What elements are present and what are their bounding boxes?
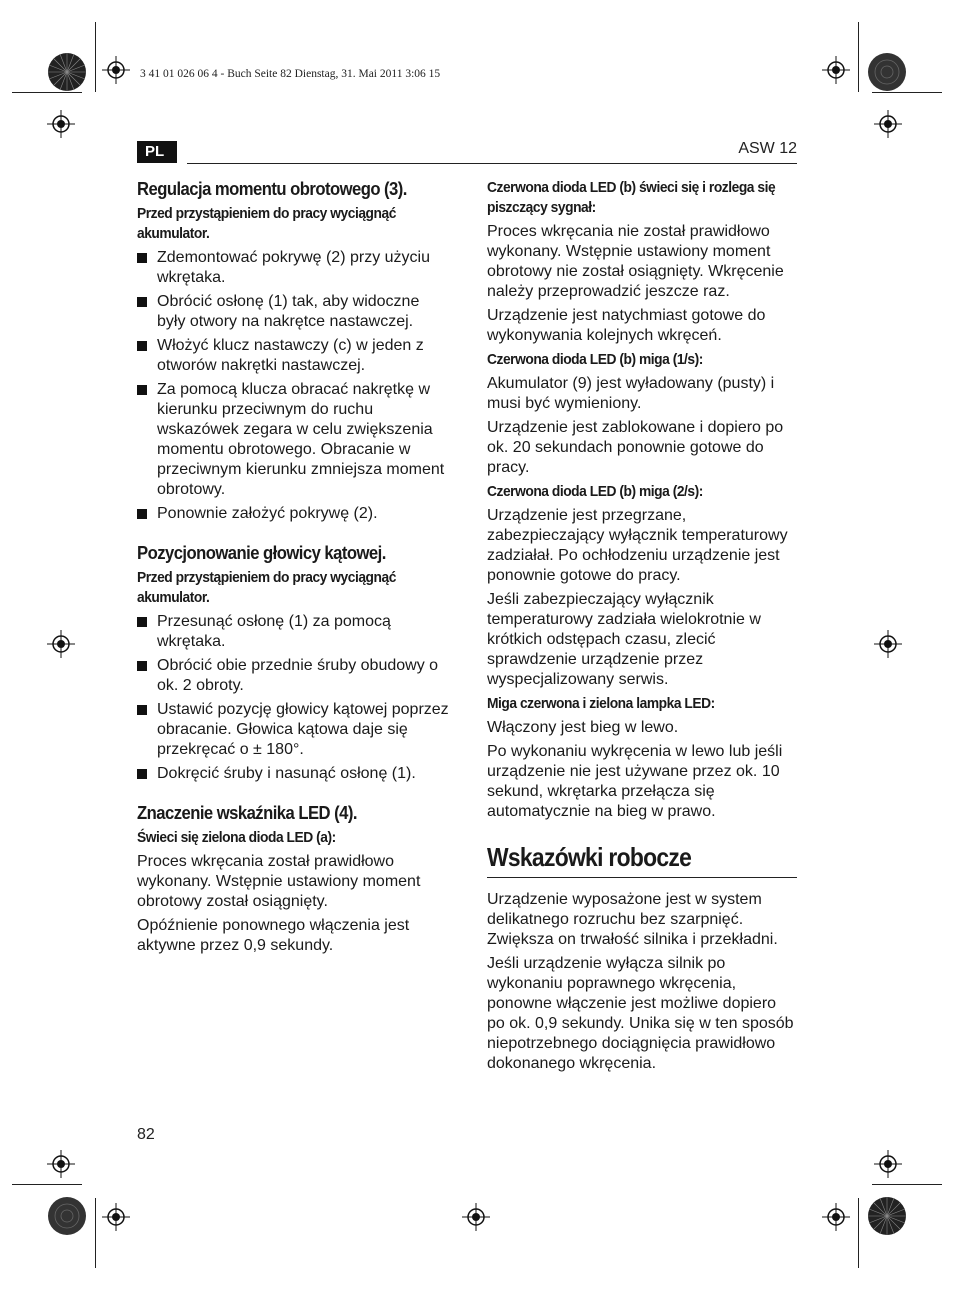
registration-mark-icon (47, 110, 75, 138)
paragraph: Po wykonaniu wykręcenia w lewo lub jeśli urządzenie nie jest używane przez ok. 10 sekund, wkrętarka przełącza się automatycznie na bieg w prawo. (487, 743, 783, 820)
paragraph: Proces wkręcania został prawidłowo wykonany. Wstępnie ustawiony moment obrotowy został osiągnięty. (137, 853, 421, 910)
paragraph: Akumulator (9) jest wyładowany (pusty) i musi być wymieniony. (487, 375, 775, 412)
section-note: Przed przystąpieniem do pracy wyciągnąć akumulator. (137, 569, 396, 606)
list-item (137, 700, 449, 760)
subsection-title: Miga czerwona i zielona lampka LED: (487, 695, 715, 712)
right-column (487, 178, 797, 1078)
chapter-title: Wskazówki robocze (487, 842, 692, 872)
registration-mark-icon (47, 1150, 75, 1178)
registration-mark-icon (102, 1203, 130, 1231)
paragraph: Włączony jest bieg w lewo. (487, 719, 679, 736)
registration-mark-icon (47, 630, 75, 658)
color-rosette-icon (47, 1196, 87, 1236)
list-item-text: Przesunąć osłonę (1) za pomocą wkrętaka. (157, 613, 391, 650)
registration-mark-icon (102, 56, 130, 84)
paragraph: Opóźnienie ponownego włączenia jest aktywne przez 0,9 sekundy. (137, 917, 410, 954)
bullet-square-icon (137, 385, 147, 395)
list-item (137, 764, 449, 784)
list-item-text: Ustawić pozycję głowicy kątowej poprzez obracanie. Głowica kątowa daje się przekręcać o ± 180°. (157, 701, 449, 758)
section-title: Znaczenie wskaźnika LED (4). (137, 802, 357, 823)
list-item-text: Obrócić osłonę (1) tak, aby widoczne były otwory na nakrętce nastawczej. (157, 293, 420, 330)
subsection-title: Czerwona dioda LED (b) świeci się i rozlega się piszczący sygnał: (487, 179, 776, 216)
chapter-rule (487, 877, 797, 878)
trim-line (872, 1184, 942, 1185)
language-badge: PL (137, 141, 177, 163)
bullet-square-icon (137, 509, 147, 519)
trim-line (12, 92, 82, 93)
list-item (137, 292, 449, 332)
trim-line (95, 22, 96, 92)
paragraph: Urządzenie jest natychmiast gotowe do wykonywania kolejnych wkręceń. (487, 307, 766, 344)
header-rule (187, 163, 797, 164)
registration-mark-icon (822, 1203, 850, 1231)
subsection-title: Czerwona dioda LED (b) miga (2/s): (487, 483, 703, 500)
trim-line (872, 92, 942, 93)
registration-mark-icon (874, 1150, 902, 1178)
bullet-square-icon (137, 617, 147, 627)
bullet-square-icon (137, 341, 147, 351)
list-item (137, 336, 449, 376)
color-rosette-icon (867, 1196, 907, 1236)
list-item-text: Za pomocą klucza obracać nakrętkę w kierunku przeciwnym do ruchu wskazówek zegara w celu zwiększenia momentu obrotowego. Obracanie w przeciwnym kierunku zmniejsza moment obrotowy. (157, 381, 445, 498)
trim-line (858, 1198, 859, 1268)
list-item-text: Włożyć klucz nastawczy (c) w jeden z otworów nakrętki nastawczej. (157, 337, 424, 374)
bullet-list (137, 248, 449, 524)
bullet-square-icon (137, 297, 147, 307)
list-item (137, 248, 449, 288)
list-item (137, 612, 449, 652)
bullet-square-icon (137, 661, 147, 671)
list-item (137, 380, 449, 500)
bullet-square-icon (137, 705, 147, 715)
trim-line (858, 22, 859, 92)
registration-mark-icon (822, 56, 850, 84)
list-item-text: Ponownie założyć pokrywę (2). (157, 505, 378, 522)
registration-mark-icon (874, 110, 902, 138)
paragraph: Proces wkręcania nie został prawidłowo wykonany. Wstępnie ustawiony moment obrotowy nie został osiągnięty. Wkręcenie należy przeprowadzić jeszcze raz. (487, 223, 784, 300)
section-note: Przed przystąpieniem do pracy wyciągnąć akumulator. (137, 205, 396, 242)
bullet-square-icon (137, 253, 147, 263)
subsection-title: Świeci się zielona dioda LED (a): (137, 829, 336, 846)
list-item-text: Obrócić obie przednie śruby obudowy o ok. 2 obroty. (157, 657, 439, 694)
bullet-square-icon (137, 769, 147, 779)
list-item (137, 504, 449, 524)
color-rosette-icon (867, 52, 907, 92)
section-title: Regulacja momentu obrotowego (3). (137, 178, 407, 199)
print-info: 3 41 01 026 06 4 - Buch Seite 82 Dienstag, 31. Mai 2011 3:06 15 (140, 68, 441, 80)
subsection-title: Czerwona dioda LED (b) miga (1/s): (487, 351, 703, 368)
paragraph: Urządzenie jest zablokowane i dopiero po ok. 20 sekundach ponownie gotowe do pracy. (487, 419, 784, 476)
paragraph: Urządzenie jest przegrzane, zabezpieczający wyłącznik temperaturowy zadziałał. Po ochłodzeniu urządzenie jest ponownie gotowe do pracy. (487, 507, 788, 584)
bullet-list (137, 612, 449, 784)
registration-mark-icon (874, 630, 902, 658)
trim-line (95, 1198, 96, 1268)
model-name: ASW 12 (738, 140, 797, 157)
paragraph: Jeśli zabezpieczający wyłącznik temperaturowy zadziała wielokrotnie w krótkich odstępach czasu, zlecić sprawdzenie urządzenie przez wyspecjalizowany serwis. (487, 591, 761, 688)
list-item-text: Zdemontować pokrywę (2) przy użyciu wkrętaka. (157, 249, 430, 286)
list-item (137, 656, 449, 696)
registration-mark-icon (462, 1203, 490, 1231)
page-number: 82 (137, 1126, 155, 1143)
trim-line (12, 1184, 82, 1185)
color-rosette-icon (47, 52, 87, 92)
section-title: Pozycjonowanie głowicy kątowej. (137, 542, 386, 563)
list-item-text: Dokręcić śruby i nasunąć osłonę (1). (157, 765, 416, 782)
left-column (137, 178, 449, 960)
paragraph: Jeśli urządzenie wyłącza silnik po wykonaniu poprawnego wkręcenia, ponowne włączenie jest możliwe dopiero po ok. 0,9 sekundy. Unika się w ten sposób niepotrzebnego dociągnięcia prawidłowo dokonanego wkręcenia. (487, 955, 794, 1072)
paragraph: Urządzenie wyposażone jest w system delikatnego rozruchu bez szarpnięć. Zwiększa on trwałość silnika i przekładni. (487, 891, 778, 948)
